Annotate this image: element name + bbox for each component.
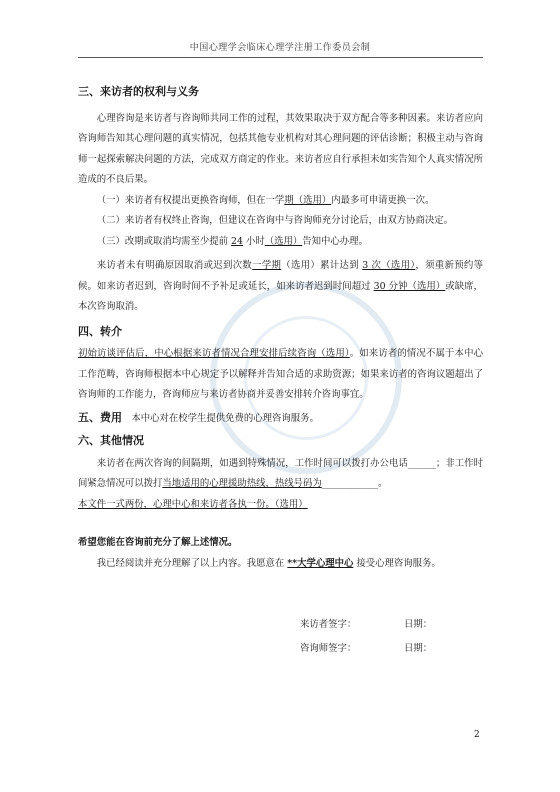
header-rule: [78, 57, 483, 58]
right-terminate: （二）来访者有权终止咨询，但建议在咨询中与咨询师充分讨论后，由双方协商决定。: [96, 215, 454, 226]
right-change-counselor: （一）来访者有权提出更换咨询师，但在一学期（选用）内最多可申请更换一次。: [96, 194, 435, 206]
reschedule-rule: （三）改期或取消均需至少提前 24 小时（选用）告知中心办理。: [96, 235, 368, 247]
section-3-heading: 三、来访者的权利与义务: [78, 85, 199, 98]
copies-note: 本文件一式两份，心理中心和来访者各执一份。（选用）: [78, 498, 308, 510]
page-header: 中国心理学会临床心理学注册工作委员会制: [189, 43, 371, 53]
referral-paragraph: 初始访谈评估后，中心根据来访者情况合理安排后续咨询（选用）。如来访者的情况不属于本中心工作范畴，咨询师根据本中心规定予以解释并告知合适的求助资源；如果来访者的咨询议题超出了咨询师的工作能力，咨询师应与来访者协商并妥善安排转介咨询事宜。: [78, 348, 483, 400]
consent-statement: 我已经阅读并充分理解了以上内容。我愿意在 **大学心理中心 接受心理咨询服务。: [96, 557, 441, 569]
closing-hope: 希望您能在咨询前充分了解上述情况。: [78, 537, 238, 548]
contact-paragraph: 来访者在两次咨询的间隔期，如遇到特殊情况，工作时间可以拨打办公电话______；非工作时间紧急情况可以拨打当地适用的心理援助热线，热线号码为____________。: [78, 457, 483, 489]
page-number: 2: [474, 730, 480, 740]
section-3-intro: 心理咨询是来访者与咨询师共同工作的过程，其效果取决于双方配合等多种因素。来访者应向咨询师告知其心理问题的真实情况，包括其他专业机构对其心理问题的评估诊断；积极主动与咨询师一起探索解决问题的方法，完成双方商定的作业。来访者应自行承担未如实告知个人真实情况所造成的不良后果。: [78, 112, 483, 185]
counselor-signature-label: 咨询师签字：: [300, 643, 357, 654]
counselor-date-label: 日期：: [404, 643, 433, 654]
section-5-heading: 五、费用: [78, 410, 122, 424]
client-signature-label: 来访者签字：: [300, 619, 357, 630]
document-body: [78, 82, 483, 574]
section-5-fee: 五、费用 本中心对在校学生提供免费的心理咨询服务。: [78, 410, 319, 424]
section-4-heading: 四、转介: [78, 324, 122, 338]
client-date-label: 日期：: [404, 619, 433, 630]
absence-rule: 来访者未有明确原因取消或迟到次数一学期（选用）累计达到 3 次（选用），须重新预约等候。如来访者迟到，咨询时间不予补足或延长，如来访者迟到时间超过 30 分钟（选用）或缺席，本次咨询取消。: [78, 260, 483, 312]
section-6-heading: 六、其他情况: [78, 434, 144, 447]
